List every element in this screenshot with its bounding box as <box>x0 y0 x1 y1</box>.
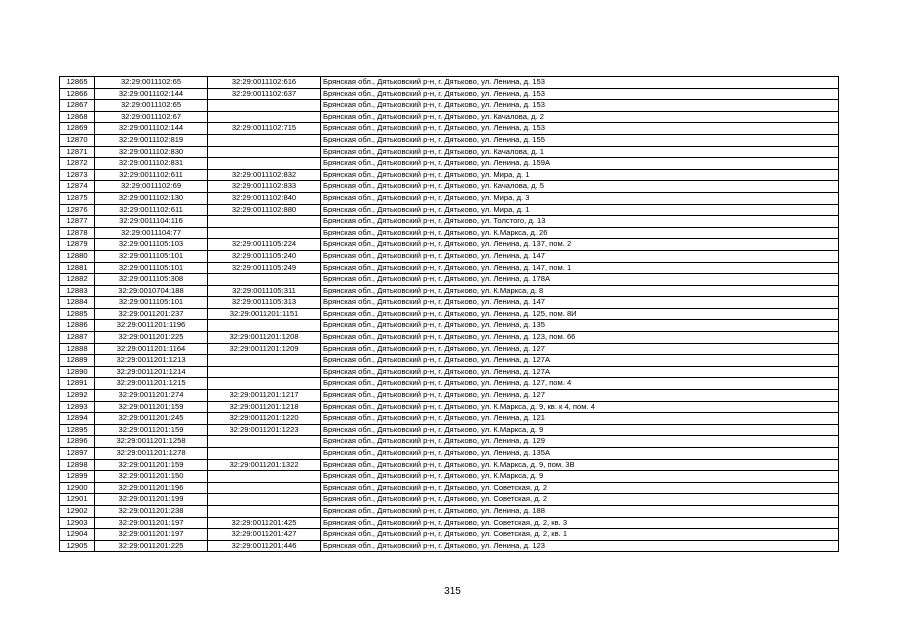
row-number-cell: 12881 <box>60 262 95 274</box>
row-number-cell: 12901 <box>60 494 95 506</box>
table-row <box>60 262 839 274</box>
row-number-cell: 12865 <box>60 77 95 89</box>
table-row <box>60 378 839 390</box>
address-cell: Брянская обл., Дятьковский р-н, г. Дятьково, ул. Ленина, д. 121 <box>321 413 839 425</box>
related-cadastral-number-cell <box>208 366 321 378</box>
related-cadastral-number-cell: 32:29:0011102:833 <box>208 181 321 193</box>
address-cell: Брянская обл., Дятьковский р-н, г. Дятьково, ул. Качалова, д. 5 <box>321 181 839 193</box>
cadastral-number-cell: 32:29:0011102:130 <box>95 192 208 204</box>
row-number-cell: 12888 <box>60 343 95 355</box>
row-number-cell: 12903 <box>60 517 95 529</box>
cadastral-number-cell: 32:29:0011201:1278 <box>95 448 208 460</box>
address-cell: Брянская обл., Дятьковский р-н, г. Дятьково, ул. Ленина, д. 147 <box>321 250 839 262</box>
table-row <box>60 134 839 146</box>
row-number-cell: 12882 <box>60 274 95 286</box>
address-cell: Брянская обл., Дятьковский р-н, г. Дятьково, ул. Ленина, д. 123 <box>321 540 839 552</box>
cadastral-number-cell: 32:29:0011105:101 <box>95 262 208 274</box>
cadastral-number-cell: 32:29:0011102:65 <box>95 100 208 112</box>
cadastral-number-cell: 32:29:0011201:1215 <box>95 378 208 390</box>
cadastral-number-cell: 32:29:0011201:159 <box>95 401 208 413</box>
related-cadastral-number-cell: 32:29:0011102:880 <box>208 204 321 216</box>
cadastral-number-cell: 32:29:0011102:65 <box>95 77 208 89</box>
table-row <box>60 88 839 100</box>
row-number-cell: 12870 <box>60 134 95 146</box>
cadastral-number-cell: 32:29:0011102:144 <box>95 123 208 135</box>
address-cell: Брянская обл., Дятьковский р-н, г. Дятьково, ул. Ленина, д. 125, пом. 8И <box>321 308 839 320</box>
related-cadastral-number-cell: 32:29:0011102:715 <box>208 123 321 135</box>
row-number-cell: 12899 <box>60 471 95 483</box>
cadastral-number-cell: 32:29:0011201:238 <box>95 505 208 517</box>
address-cell: Брянская обл., Дятьковский р-н, г. Дятьково, ул. Советская, д. 2 <box>321 482 839 494</box>
cadastral-number-cell: 32:29:0011102:611 <box>95 204 208 216</box>
table-row <box>60 448 839 460</box>
address-cell: Брянская обл., Дятьковский р-н, г. Дятьково, ул. Ленина, д. 127, пом. 4 <box>321 378 839 390</box>
table-row <box>60 436 839 448</box>
address-cell: Брянская обл., Дятьковский р-н, г. Дятьково, ул. Ленина, д. 129 <box>321 436 839 448</box>
row-number-cell: 12869 <box>60 123 95 135</box>
cadastral-number-cell: 32:29:0011201:199 <box>95 494 208 506</box>
cadastral-number-cell: 32:29:0011201:1214 <box>95 366 208 378</box>
row-number-cell: 12884 <box>60 297 95 309</box>
cadastral-number-cell: 32:29:0011201:1258 <box>95 436 208 448</box>
table-row <box>60 355 839 367</box>
cadastral-number-cell: 32:29:0011105:101 <box>95 250 208 262</box>
related-cadastral-number-cell <box>208 146 321 158</box>
related-cadastral-number-cell <box>208 158 321 170</box>
table-row <box>60 250 839 262</box>
related-cadastral-number-cell: 32:29:0011201:1208 <box>208 332 321 344</box>
row-number-cell: 12898 <box>60 459 95 471</box>
related-cadastral-number-cell: 32:29:0011102:616 <box>208 77 321 89</box>
row-number-cell: 12886 <box>60 320 95 332</box>
row-number-cell: 12891 <box>60 378 95 390</box>
table-row <box>60 320 839 332</box>
related-cadastral-number-cell <box>208 448 321 460</box>
table-row <box>60 366 839 378</box>
cadastral-number-cell: 32:29:0011201:1213 <box>95 355 208 367</box>
address-cell: Брянская обл., Дятьковский р-н, г. Дятьково, ул. К.Маркса, д. 26 <box>321 227 839 239</box>
related-cadastral-number-cell <box>208 505 321 517</box>
related-cadastral-number-cell <box>208 111 321 123</box>
table-row <box>60 204 839 216</box>
cadastral-number-cell: 32:29:0011201:225 <box>95 332 208 344</box>
table-row <box>60 517 839 529</box>
table-row <box>60 390 839 402</box>
address-cell: Брянская обл., Дятьковский р-н, г. Дятьково, ул. Мира, д. 1 <box>321 204 839 216</box>
row-number-cell: 12868 <box>60 111 95 123</box>
row-number-cell: 12866 <box>60 88 95 100</box>
row-number-cell: 12902 <box>60 505 95 517</box>
related-cadastral-number-cell <box>208 274 321 286</box>
related-cadastral-number-cell: 32:29:0011201:425 <box>208 517 321 529</box>
cadastral-number-cell: 32:29:0011201:196 <box>95 482 208 494</box>
row-number-cell: 12883 <box>60 285 95 297</box>
related-cadastral-number-cell <box>208 355 321 367</box>
table-row <box>60 505 839 517</box>
address-cell: Брянская обл., Дятьковский р-н, г. Дятьково, ул. Мира, д. 1 <box>321 169 839 181</box>
related-cadastral-number-cell <box>208 471 321 483</box>
related-cadastral-number-cell: 32:29:0011201:446 <box>208 540 321 552</box>
cadastral-number-cell: 32:29:0011102:611 <box>95 169 208 181</box>
address-cell: Брянская обл., Дятьковский р-н, г. Дятьково, ул. Ленина, д. 123, пом. 66 <box>321 332 839 344</box>
cadastral-number-cell: 32:29:0011105:308 <box>95 274 208 286</box>
address-cell: Брянская обл., Дятьковский р-н, г. Дятьково, ул. Ленина, д. 127А <box>321 366 839 378</box>
row-number-cell: 12872 <box>60 158 95 170</box>
row-number-cell: 12904 <box>60 529 95 541</box>
table-row <box>60 540 839 552</box>
table-row <box>60 285 839 297</box>
table-row <box>60 529 839 541</box>
address-cell: Брянская обл., Дятьковский р-н, г. Дятьково, ул. Ленина, д. 127 <box>321 390 839 402</box>
related-cadastral-number-cell: 32:29:0011201:1151 <box>208 308 321 320</box>
address-cell: Брянская обл., Дятьковский р-н, г. Дятьково, ул. Ленина, д. 137, пом. 2 <box>321 239 839 251</box>
table-row <box>60 123 839 135</box>
row-number-cell: 12874 <box>60 181 95 193</box>
cadastral-number-cell: 32:29:0011201:159 <box>95 424 208 436</box>
related-cadastral-number-cell: 32:29:0011105:311 <box>208 285 321 297</box>
related-cadastral-number-cell <box>208 100 321 112</box>
address-cell: Брянская обл., Дятьковский р-н, г. Дятьково, ул. К.Маркса, д. 9 <box>321 424 839 436</box>
cadastral-number-cell: 32:29:0011105:101 <box>95 297 208 309</box>
row-number-cell: 12889 <box>60 355 95 367</box>
address-cell: Брянская обл., Дятьковский р-н, г. Дятьково, ул. Качалова, д. 1 <box>321 146 839 158</box>
cadastral-number-cell: 32:29:0010704:188 <box>95 285 208 297</box>
address-cell: Брянская обл., Дятьковский р-н, г. Дятьково, ул. Советская, д. 2, кв. 1 <box>321 529 839 541</box>
cadastral-number-cell: 32:29:0011201:225 <box>95 540 208 552</box>
table-row <box>60 308 839 320</box>
address-cell: Брянская обл., Дятьковский р-н, г. Дятьково, ул. Качалова, д. 2 <box>321 111 839 123</box>
table-row <box>60 77 839 89</box>
row-number-cell: 12887 <box>60 332 95 344</box>
row-number-cell: 12877 <box>60 216 95 228</box>
row-number-cell: 12905 <box>60 540 95 552</box>
related-cadastral-number-cell: 32:29:0011201:1322 <box>208 459 321 471</box>
row-number-cell: 12867 <box>60 100 95 112</box>
related-cadastral-number-cell: 32:29:0011201:1218 <box>208 401 321 413</box>
related-cadastral-number-cell: 32:29:0011105:249 <box>208 262 321 274</box>
table-row <box>60 471 839 483</box>
related-cadastral-number-cell <box>208 494 321 506</box>
cadastral-number-cell: 32:29:0011201:150 <box>95 471 208 483</box>
related-cadastral-number-cell: 32:29:0011201:1223 <box>208 424 321 436</box>
table-row <box>60 332 839 344</box>
table-row <box>60 158 839 170</box>
table-row <box>60 343 839 355</box>
registry-table <box>59 76 839 552</box>
row-number-cell: 12880 <box>60 250 95 262</box>
cadastral-number-cell: 32:29:0011104:77 <box>95 227 208 239</box>
table-row <box>60 146 839 158</box>
related-cadastral-number-cell <box>208 227 321 239</box>
table-row <box>60 216 839 228</box>
cadastral-number-cell: 32:29:0011201:237 <box>95 308 208 320</box>
address-cell: Брянская обл., Дятьковский р-н, г. Дятьково, ул. Ленина, д. 153 <box>321 100 839 112</box>
cadastral-number-cell: 32:29:0011201:1164 <box>95 343 208 355</box>
table-row <box>60 494 839 506</box>
row-number-cell: 12897 <box>60 448 95 460</box>
related-cadastral-number-cell: 32:29:0011102:840 <box>208 192 321 204</box>
address-cell: Брянская обл., Дятьковский р-н, г. Дятьково, ул. Ленина, д. 135 <box>321 320 839 332</box>
table-row <box>60 424 839 436</box>
row-number-cell: 12890 <box>60 366 95 378</box>
table-row <box>60 482 839 494</box>
address-cell: Брянская обл., Дятьковский р-н, г. Дятьково, ул. Ленина, д. 155 <box>321 134 839 146</box>
address-cell: Брянская обл., Дятьковский р-н, г. Дятьково, ул. Мира, д. 3 <box>321 192 839 204</box>
related-cadastral-number-cell: 32:29:0011201:1220 <box>208 413 321 425</box>
address-cell: Брянская обл., Дятьковский р-н, г. Дятьково, ул. Толстого, д. 13 <box>321 216 839 228</box>
table-row <box>60 227 839 239</box>
cadastral-number-cell: 32:29:0011102:819 <box>95 134 208 146</box>
address-cell: Брянская обл., Дятьковский р-н, г. Дятьково, ул. Ленина, д. 153 <box>321 123 839 135</box>
address-cell: Брянская обл., Дятьковский р-н, г. Дятьково, ул. Советская, д. 2 <box>321 494 839 506</box>
table-row <box>60 274 839 286</box>
address-cell: Брянская обл., Дятьковский р-н, г. Дятьково, ул. Ленина, д. 159А <box>321 158 839 170</box>
cadastral-number-cell: 32:29:0011201:197 <box>95 529 208 541</box>
cadastral-number-cell: 32:29:0011102:830 <box>95 146 208 158</box>
cadastral-number-cell: 32:29:0011201:274 <box>95 390 208 402</box>
related-cadastral-number-cell: 32:29:0011201:1209 <box>208 343 321 355</box>
table-row <box>60 459 839 471</box>
address-cell: Брянская обл., Дятьковский р-н, г. Дятьково, ул. Ленина, д. 127 <box>321 343 839 355</box>
table-row <box>60 413 839 425</box>
row-number-cell: 12892 <box>60 390 95 402</box>
address-cell: Брянская обл., Дятьковский р-н, г. Дятьково, ул. Ленина, д. 178А <box>321 274 839 286</box>
address-cell: Брянская обл., Дятьковский р-н, г. Дятьково, ул. Ленина, д. 135А <box>321 448 839 460</box>
address-cell: Брянская обл., Дятьковский р-н, г. Дятьково, ул. Ленина, д. 153 <box>321 77 839 89</box>
row-number-cell: 12873 <box>60 169 95 181</box>
table-row <box>60 169 839 181</box>
related-cadastral-number-cell: 32:29:0011102:832 <box>208 169 321 181</box>
related-cadastral-number-cell: 32:29:0011201:427 <box>208 529 321 541</box>
address-cell: Брянская обл., Дятьковский р-н, г. Дятьково, ул. К.Маркса, д. 8 <box>321 285 839 297</box>
address-cell: Брянская обл., Дятьковский р-н, г. Дятьково, ул. К.Маркса, д. 9 <box>321 471 839 483</box>
row-number-cell: 12895 <box>60 424 95 436</box>
cadastral-number-cell: 32:29:0011105:103 <box>95 239 208 251</box>
related-cadastral-number-cell <box>208 482 321 494</box>
cadastral-number-cell: 32:29:0011201:245 <box>95 413 208 425</box>
related-cadastral-number-cell: 32:29:0011201:1217 <box>208 390 321 402</box>
row-number-cell: 12878 <box>60 227 95 239</box>
address-cell: Брянская обл., Дятьковский р-н, г. Дятьково, ул. Ленина, д. 188 <box>321 505 839 517</box>
cadastral-number-cell: 32:29:0011201:1196 <box>95 320 208 332</box>
address-cell: Брянская обл., Дятьковский р-н, г. Дятьково, ул. Ленина, д. 127А <box>321 355 839 367</box>
address-cell: Брянская обл., Дятьковский р-н, г. Дятьково, ул. Ленина, д. 147, пом. 1 <box>321 262 839 274</box>
cadastral-number-cell: 32:29:0011102:67 <box>95 111 208 123</box>
registry-table-body <box>60 77 839 552</box>
related-cadastral-number-cell: 32:29:0011102:637 <box>208 88 321 100</box>
row-number-cell: 12875 <box>60 192 95 204</box>
related-cadastral-number-cell <box>208 134 321 146</box>
table-row <box>60 181 839 193</box>
row-number-cell: 12896 <box>60 436 95 448</box>
row-number-cell: 12876 <box>60 204 95 216</box>
cadastral-number-cell: 32:29:0011104:116 <box>95 216 208 228</box>
address-cell: Брянская обл., Дятьковский р-н, г. Дятьково, ул. Советская, д. 2, кв. 3 <box>321 517 839 529</box>
cadastral-number-cell: 32:29:0011102:831 <box>95 158 208 170</box>
row-number-cell: 12893 <box>60 401 95 413</box>
address-cell: Брянская обл., Дятьковский р-н, г. Дятьково, ул. Ленина, д. 147 <box>321 297 839 309</box>
row-number-cell: 12871 <box>60 146 95 158</box>
cadastral-number-cell: 32:29:0011201:197 <box>95 517 208 529</box>
related-cadastral-number-cell: 32:29:0011105:313 <box>208 297 321 309</box>
cadastral-number-cell: 32:29:0011102:144 <box>95 88 208 100</box>
row-number-cell: 12900 <box>60 482 95 494</box>
address-cell: Брянская обл., Дятьковский р-н, г. Дятьково, ул. К.Маркса, д. 9, пом. 3В <box>321 459 839 471</box>
cadastral-number-cell: 32:29:0011201:159 <box>95 459 208 471</box>
related-cadastral-number-cell <box>208 216 321 228</box>
table-row <box>60 401 839 413</box>
related-cadastral-number-cell <box>208 436 321 448</box>
table-row <box>60 297 839 309</box>
address-cell: Брянская обл., Дятьковский р-н, г. Дятьково, ул. К.Маркса, д. 9, кв. к 4, пом. 4 <box>321 401 839 413</box>
related-cadastral-number-cell <box>208 320 321 332</box>
table-row <box>60 239 839 251</box>
address-cell: Брянская обл., Дятьковский р-н, г. Дятьково, ул. Ленина, д. 153 <box>321 88 839 100</box>
row-number-cell: 12879 <box>60 239 95 251</box>
cadastral-number-cell: 32:29:0011102:69 <box>95 181 208 193</box>
related-cadastral-number-cell <box>208 378 321 390</box>
row-number-cell: 12885 <box>60 308 95 320</box>
row-number-cell: 12894 <box>60 413 95 425</box>
related-cadastral-number-cell: 32:29:0011105:224 <box>208 239 321 251</box>
related-cadastral-number-cell: 32:29:0011105:240 <box>208 250 321 262</box>
table-row <box>60 111 839 123</box>
table-row <box>60 192 839 204</box>
page-number: 315 <box>444 586 461 597</box>
table-row <box>60 100 839 112</box>
